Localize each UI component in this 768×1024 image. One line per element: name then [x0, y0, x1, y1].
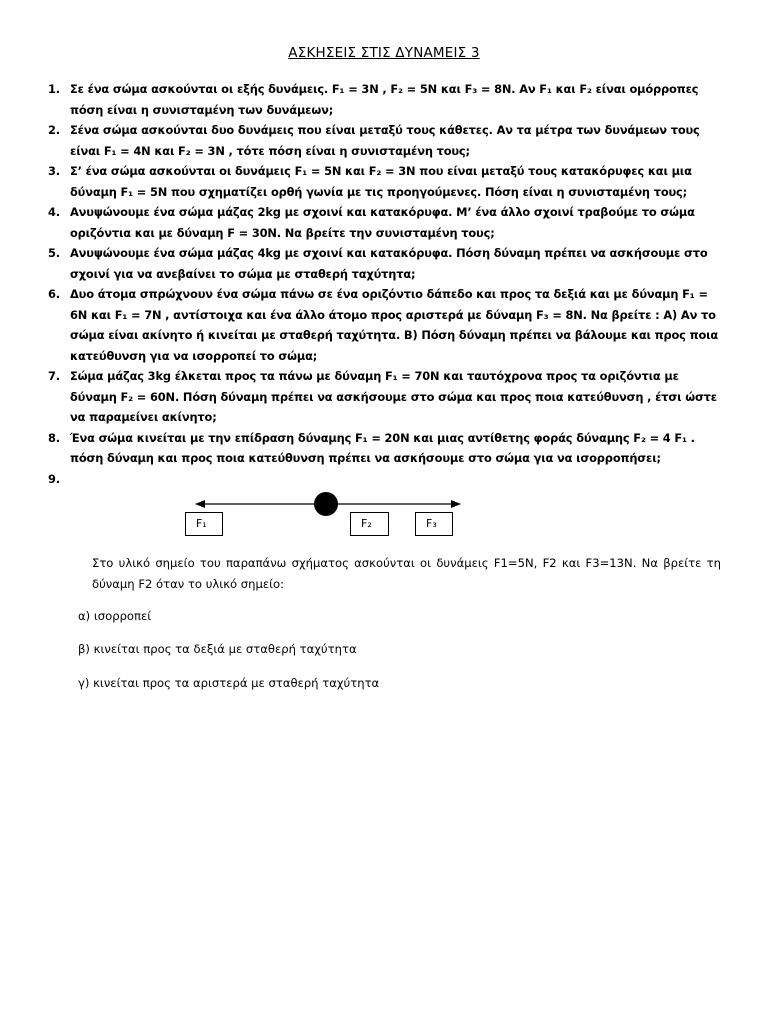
exercise-number: 9.	[48, 471, 60, 486]
option-a: α) ισορροπεί	[78, 609, 152, 623]
page-title: ΑΣΚΗΣΕΙΣ ΣΤΙΣ ΔΥΝΑΜΕΙΣ 3	[288, 45, 480, 61]
arrow-left-icon	[195, 500, 205, 508]
exercise-text: Σώμα μάζας 3kg έλκεται προς τα πάνω με δύναμη F₁ = 70N και ταυτόχρονα προς τα οριζόντια με δύναμη F₂ = 60N. Πόση δύναμη πρέπει να ασκήσουμε στο σώμα και προς ποια κατεύθυνση , έτσι ώστε να παραμείνει ακίνητο;	[70, 369, 717, 424]
exercise-text: Δυο άτομα σπρώχνουν ένα σώμα πάνω σε ένα οριζόντιο δάπεδο και προς τα δεξιά και με δύναμη F₁ = 6N και F₁ = 7N , αντίστοιχα και ένα άλλο άτομο προς αριστερά με δύναμη F₃ = 8N. Να βρείτε : Α) Αν το σώμα είναι ακίνητο ή κινείται με σταθερή ταχύτητα. Β) Πόση δύναμη πρέπει να βάλουμε και προς ποια κατεύθυνση για να ισορροπεί το σώμα;	[70, 287, 719, 363]
exercise-text: Ανυψώνουμε ένα σώμα μάζας 2kg με σχοινί και κατακόρυφα. Μ’ ένα άλλο σχοινί τραβούμε το σώμα οριζόντια και με δύναμη F = 30N. Να βρείτε την συνισταμένη τους;	[70, 205, 695, 240]
exercise-number: 1.	[48, 82, 60, 96]
exercise-item	[48, 79, 728, 120]
exercise-text: Ανυψώνουμε ένα σώμα μάζας 4kg με σχοινί και κατακόρυφα. Πόση δύναμη πρέπει να ασκήσουμε στο σχοινί για να ανεβαίνει το σώμα με σταθερή ταχύτητα;	[70, 246, 708, 281]
force-label-f2: F₂	[350, 512, 389, 536]
option-c: γ) κινείται προς τα αριστερά με σταθερή ταχύτητα	[78, 676, 380, 690]
exercise-item	[48, 161, 728, 202]
exercise-item	[48, 243, 728, 284]
exercise-number: 5.	[48, 246, 60, 260]
material-point	[314, 492, 338, 516]
exercise-item	[48, 366, 728, 428]
exercise-text: Σένα σώμα ασκούνται δυο δυνάμεις που είναι μεταξύ τους κάθετες. Αν τα μέτρα των δυνάμεων τους είναι F₁ = 4N και F₂ = 3N , τότε πόση είναι η συνισταμένη τους;	[70, 123, 700, 158]
exercise-list	[48, 79, 728, 486]
exercise-number: 3.	[48, 164, 60, 178]
exercise-text: Ένα σώμα κινείται με την επίδραση δύναμης F₁ = 20N και μιας αντίθετης φοράς δύναμης F₂ = 4 F₁ . πόση δύναμη και προς ποια κατεύθυνση πρέπει να ασκήσουμε στο σώμα για να ισορροπήσει;	[70, 430, 695, 465]
option-b: β) κινείται προς τα δεξιά με σταθερή ταχύτητα	[78, 642, 357, 656]
arrow-right-icon	[451, 500, 461, 508]
exercise-number: 7.	[48, 369, 60, 383]
exercise-number: 8.	[48, 430, 60, 445]
exercise-item	[48, 120, 728, 161]
exercise-number: 4.	[48, 205, 60, 219]
force-label-f3: F₃	[415, 512, 453, 536]
exercise-number: 2.	[48, 123, 60, 137]
exercise-item	[48, 428, 728, 469]
force-label-f1: F₁	[185, 512, 223, 536]
exercise-item	[48, 202, 728, 243]
problem-9-text: Στο υλικό σημείο του παραπάνω σχήματος ασκούνται οι δυνάμεις F1=5N, F2 και F3=13N. Να βρείτε τη δύναμη F2 όταν το υλικό σημείο:	[92, 556, 721, 591]
exercise-text: Σε ένα σώμα ασκούνται οι εξής δυνάμεις. F₁ = 3N , F₂ = 5N και F₃ = 8N. Αν F₁ και F₂ είναι ομόρροπες πόση είναι η συνισταμένη των δυνάμεων;	[70, 82, 699, 117]
exercise-item	[48, 284, 728, 366]
exercise-number: 6.	[48, 287, 60, 301]
exercise-text: Σ’ ένα σώμα ασκούνται οι δυνάμεις F₁ = 5N και F₂ = 3N που είναι μεταξύ τους κατακόρυφες και μια δύναμη F₁ = 5N που σχηματίζει ορθή γωνία με τις προηγούμενες. Πόση είναι η συνισταμένη τους;	[70, 164, 692, 199]
